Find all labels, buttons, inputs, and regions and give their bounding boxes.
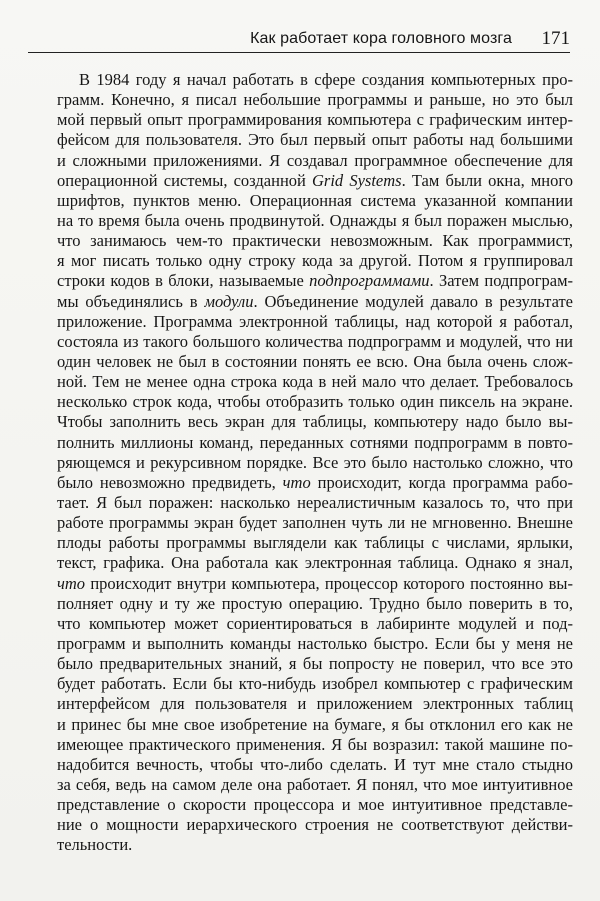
- text-line: тельности.: [57, 835, 133, 855]
- text-segment: происходит внутри компьютера, процессор которого постоянно вы-: [85, 573, 573, 593]
- text-segment: мы объединялись в: [57, 291, 205, 311]
- text-segment: . Там были окна, много: [401, 170, 573, 190]
- text-line: плоды работы программы выглядели как таблицы с числами, ярлыки,: [57, 533, 573, 553]
- text-line: несколько строк кода, чтобы отобразить только один пиксель на экране.: [57, 392, 573, 412]
- text-line: приложение. Программа электронной таблицы, над которой я работал,: [57, 311, 573, 331]
- text-segment: . Затем подпрограм-: [429, 271, 574, 291]
- text-line: что компьютер может сориентироваться в лабиринте модулей и под-: [57, 613, 573, 633]
- text-line: фейсом для пользователя. Это был первый опыт работы над большими: [57, 130, 573, 150]
- text-line: В 1984 году я начал работать в сфере создания компьютерных про-: [79, 70, 573, 89]
- text-segment: происходит, когда программа рабо-: [310, 472, 573, 492]
- text-line: мой первый опыт программирования компьютера с графическим интер-: [57, 110, 573, 130]
- text-line: и сложными приложениями. Я создавал программное обеспечение для: [57, 150, 573, 170]
- text-line: ние о мощности иерархического строения не соответствуют действи-: [57, 815, 573, 835]
- page-number: 171: [541, 28, 570, 49]
- text-line: надобится вечность, чтобы что-либо сделать. И тут мне стало стыдно: [57, 754, 573, 774]
- text-line: было предварительных знаний, я бы попросту не поверил, что все это: [57, 654, 573, 674]
- text-line: полнить миллионы команд, переданных сотнями подпрограмм в повто-: [57, 432, 573, 452]
- text-line: будет работать. Если бы кто-нибудь изобрел компьютер с графическим: [57, 674, 573, 694]
- italic-term: что: [282, 472, 311, 492]
- text-line: я мог писать только одну строку кода за другой. Потом я группировал: [57, 251, 573, 271]
- text-line: [57, 171, 573, 191]
- italic-term: модули: [204, 291, 254, 311]
- text-line: шрифтов, пунктов меню. Операционная система указанной компании: [57, 190, 573, 210]
- text-line: интерфейсом для пользователя и приложением электронных таблиц: [57, 694, 573, 714]
- text-line: работе программы экран будет заполнен чуть ли не мгновенно. Внешне: [57, 513, 573, 533]
- text-line: [57, 271, 573, 291]
- text-line: Чтобы заполнить весь экран для таблицы, компьютеру надо было вы-: [57, 412, 573, 432]
- text-line: ряющемся и рекурсивном порядке. Все это было настолько сложно, что: [57, 452, 573, 472]
- body-paragraph: [57, 70, 573, 855]
- text-line: один человек не был в состоянии понять ее всю. Она была очень слож-: [57, 351, 573, 371]
- text-line: текст, графика. Она работала как электронная таблица. Однако я знал,: [57, 553, 573, 573]
- text-line: ной. Тем не менее одна строка кода в ней мало что делает. Требовалось: [57, 372, 573, 392]
- text-line: грамм. Конечно, я писал небольшие программы и раньше, но это был: [57, 90, 573, 110]
- text-line: состояла из такого большого количества подпрограмм и модулей, что ни: [57, 331, 573, 351]
- italic-term: что: [57, 573, 86, 593]
- text-segment: было невозможно предвидеть,: [57, 472, 283, 492]
- text-line: представление о скорости процессора и мое интуитивное представле-: [57, 795, 573, 815]
- running-header: [28, 20, 570, 53]
- text-line: [57, 292, 573, 312]
- text-line: на то время была очень продвинутой. Однажды я был поражен мыслью,: [57, 210, 573, 230]
- text-line: имеющее практического применения. Я бы возразил: такой машине по-: [57, 734, 573, 754]
- text-line: программ и выполнить команды настолько быстро. Если бы у меня не: [57, 633, 573, 653]
- chapter-title: Как работает кора головного мозга: [250, 30, 512, 47]
- text-line: полняет одну и ту же простую операцию. Трудно было поверить в то,: [57, 593, 573, 613]
- text-line: тает. Я был поражен: насколько нереалистичным казалось то, что при: [57, 492, 573, 512]
- text-segment: операционной системы, созданной: [57, 170, 313, 190]
- italic-term: подпрограммами: [309, 271, 430, 291]
- italic-term: Grid Systems: [312, 170, 402, 190]
- text-segment: . Объединение модулей давало в результате: [253, 291, 574, 311]
- text-line: что занимаюсь чем-то практически невозможным. Как программист,: [57, 231, 573, 251]
- text-segment: строки кодов в блоки, называемые: [57, 271, 310, 291]
- text-line: и принес бы мне свое изобретение на бумаге, я бы отклонил его как не: [57, 714, 573, 734]
- text-line: [57, 574, 573, 594]
- text-line: за себя, ведь на самом деле она работает. Я понял, что мое интуитивное: [57, 774, 573, 794]
- text-line: [57, 473, 573, 493]
